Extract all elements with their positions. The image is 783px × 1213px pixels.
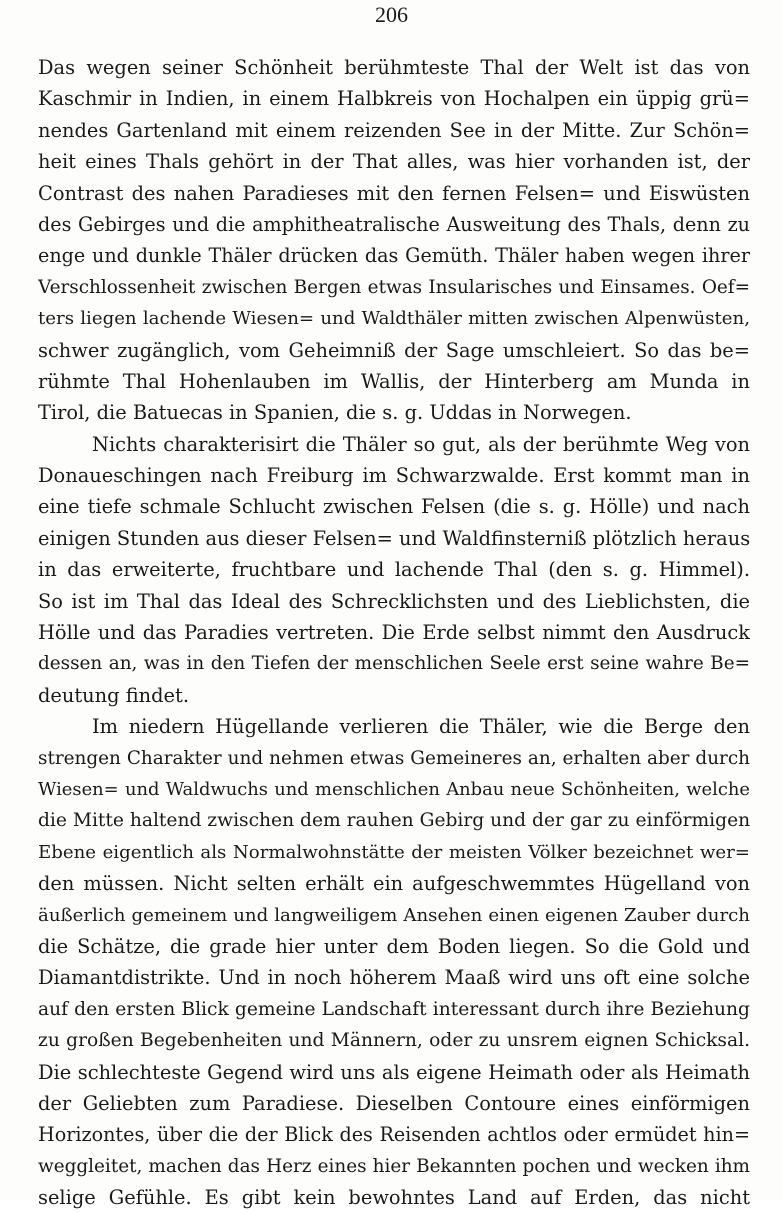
text-line: Verschlossenheit zwischen Bergen etwas Insularisches und Einsames. Oef=: [38, 276, 750, 298]
text-line: ters liegen lachende Wiesen= und Waldthäler mitten zwischen Alpenwüsten,: [38, 308, 750, 330]
text-line: Donaueschingen nach Freiburg im Schwarzwalde. Erst kommt man in: [38, 464, 750, 488]
text-line: Contrast des nahen Paradieses mit den fernen Felsen= und Eiswüsten: [38, 181, 750, 205]
text-line: dessen an, was in den Tiefen der menschlichen Seele erst seine wahre Be=: [38, 653, 750, 675]
paragraph-kaschmir: [38, 52, 750, 429]
text-line: Im niedern Hügellande verlieren die Thäler, wie die Berge den: [92, 715, 750, 739]
text-line: Tirol, die Batuecas in Spanien, die s. g. Uddas in Norwegen.: [38, 401, 632, 425]
page-number: 206: [375, 2, 408, 27]
text-line: äußerlich gemeinem und langweiligem Ansehen einen eigenen Zauber durch: [38, 904, 750, 926]
text-line: der Geliebten zum Paradiese. Dieselben Contoure eines einförmigen: [38, 1091, 750, 1115]
text-line: in das erweiterte, fruchtbare und lachende Thal (den s. g. Himmel).: [38, 558, 750, 582]
text-line: nendes Gartenland mit einem reizenden See in der Mitte. Zur Schön=: [38, 118, 750, 142]
text-line: weggleitet, machen das Herz eines hier Bekannten pochen und wecken ihm: [38, 1155, 750, 1177]
text-line: Nichts charakterisirt die Thäler so gut, als der berühmte Weg von: [92, 432, 750, 456]
text-line: des Gebirges und die amphitheatralische Ausweitung des Thals, denn zu: [38, 212, 750, 236]
text-line: Horizontes, über die der Blick des Reisenden achtlos oder ermüdet hin=: [38, 1123, 750, 1147]
text-line: strengen Charakter und nehmen etwas Gemeineres an, erhalten aber durch: [38, 747, 750, 769]
paragraph-schwarzwald: [38, 429, 750, 712]
text-line: So ist im Thal das Ideal des Schrecklichsten und des Lieblichsten, die: [38, 589, 750, 613]
text-line: heit eines Thals gehört in der That alles, was hier vorhanden ist, der: [38, 150, 750, 174]
text-line: die Schätze, die grade hier unter dem Boden liegen. So die Gold und: [38, 934, 750, 958]
paragraph-huegelland: [38, 711, 750, 1213]
text-line: den müssen. Nicht selten erhält ein aufgeschwemmtes Hügelland von: [38, 872, 750, 896]
text-line: rühmte Thal Hohenlauben im Wallis, der Hinterberg am Munda in: [38, 369, 750, 393]
text-line: auf den ersten Blick gemeine Landschaft interessant durch ihre Beziehung: [38, 998, 750, 1020]
text-line: Kaschmir in Indien, in einem Halbkreis von Hochalpen ein üppig grü=: [38, 87, 750, 111]
text-line: selige Gefühle. Es gibt kein bewohntes Land auf Erden, das nicht: [38, 1186, 750, 1210]
text-line: Wiesen= und Waldwuchs und menschlichen Anbau neue Schönheiten, welche: [38, 778, 750, 800]
text-line: Das wegen seiner Schönheit berühmteste Thal der Welt ist das von: [38, 56, 750, 79]
text-line: schwer zugänglich, vom Geheimniß der Sage umschleiert. So das be=: [38, 338, 750, 362]
text-line: Hölle und das Paradies vertreten. Die Erde selbst nimmt den Ausdruck: [38, 621, 750, 645]
text-line: einigen Stunden aus dieser Felsen= und Waldfinsterniß plötzlich heraus: [38, 526, 750, 550]
text-line: zu großen Begebenheiten und Männern, oder zu unsrem eignen Schicksal.: [38, 1030, 750, 1052]
text-line: eine tiefe schmale Schlucht zwischen Felsen (die s. g. Hölle) und nach: [38, 495, 750, 519]
text-line: Die schlechteste Gegend wird uns als eigene Heimath oder als Heimath: [38, 1060, 750, 1084]
body-text: [38, 52, 750, 1213]
text-line: deutung findet.: [38, 683, 189, 707]
text-line: die Mitte haltend zwischen dem rauhen Gebirg und der gar zu einförmigen: [38, 810, 750, 832]
text-line: Diamantdistrikte. Und in noch höherem Maaß wird uns oft eine solche: [38, 966, 750, 990]
text-line: Ebene eigentlich als Normalwohnstätte der meisten Völker bezeichnet wer=: [38, 841, 750, 863]
text-line: enge und dunkle Thäler drücken das Gemüth. Thäler haben wegen ihrer: [38, 244, 750, 268]
